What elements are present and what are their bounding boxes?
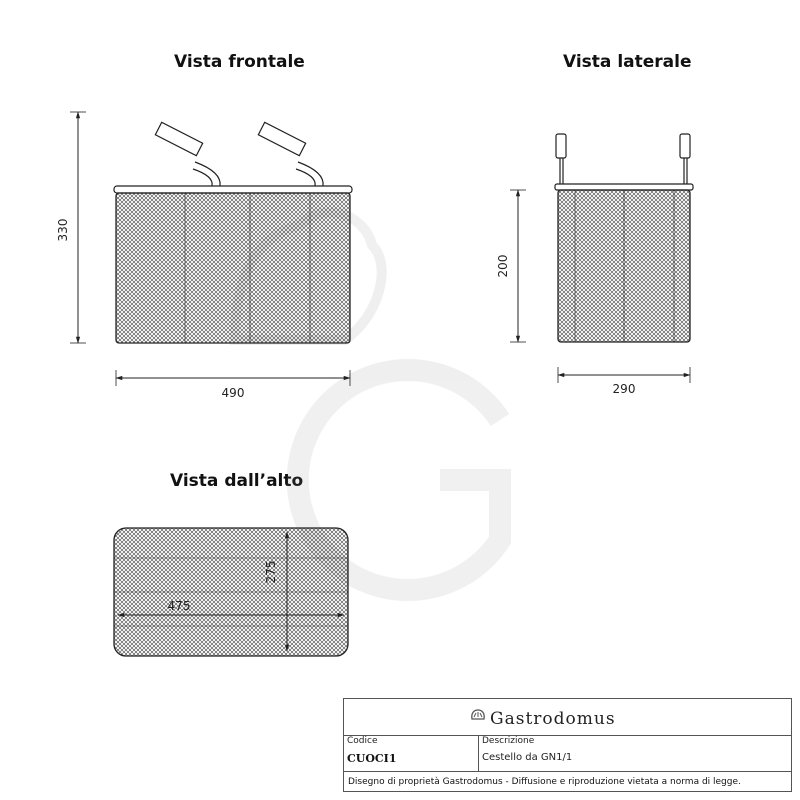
brand-name: Gastrodomus — [490, 709, 616, 729]
side-left-handle — [556, 134, 566, 186]
side-width-dimension — [558, 367, 690, 396]
top-view-basket — [114, 528, 348, 656]
front-mesh-body — [116, 193, 350, 343]
front-right-handle — [258, 122, 323, 186]
ownership-notice: Disegno di proprietà Gastrodomus - Diffusione e riproduzione vietata a norma di legge. — [348, 777, 741, 787]
code-value: CUOCI1 — [347, 752, 397, 765]
side-view-title: Vista laterale — [563, 52, 692, 72]
title-block — [343, 698, 792, 792]
title-block-brand-row — [344, 699, 791, 736]
side-height-dimension — [496, 190, 526, 342]
code-label: Codice — [347, 736, 378, 746]
side-rim — [555, 184, 693, 190]
top-width-label: 275 — [264, 560, 278, 584]
side-width-label: 290 — [612, 382, 636, 396]
side-view-basket — [555, 134, 693, 342]
front-rim — [114, 186, 352, 193]
code-cell — [344, 735, 479, 771]
front-height-dimension — [56, 112, 86, 343]
description-value: Cestello da GN1/1 — [482, 752, 573, 763]
front-height-label: 330 — [56, 218, 70, 242]
front-left-handle — [155, 122, 220, 186]
top-view-title: Vista dall’alto — [170, 471, 304, 491]
brand-logo-icon — [468, 705, 488, 725]
front-width-dimension — [116, 370, 350, 400]
side-height-label: 200 — [496, 254, 510, 278]
description-label: Descrizione — [482, 736, 535, 746]
front-view-basket — [114, 122, 352, 343]
front-view-title: Vista frontale — [174, 52, 305, 72]
side-right-handle — [680, 134, 690, 186]
description-cell — [479, 735, 791, 771]
title-block-info-row — [344, 735, 791, 772]
top-length-label: 475 — [167, 599, 191, 613]
front-width-label: 490 — [221, 386, 245, 400]
